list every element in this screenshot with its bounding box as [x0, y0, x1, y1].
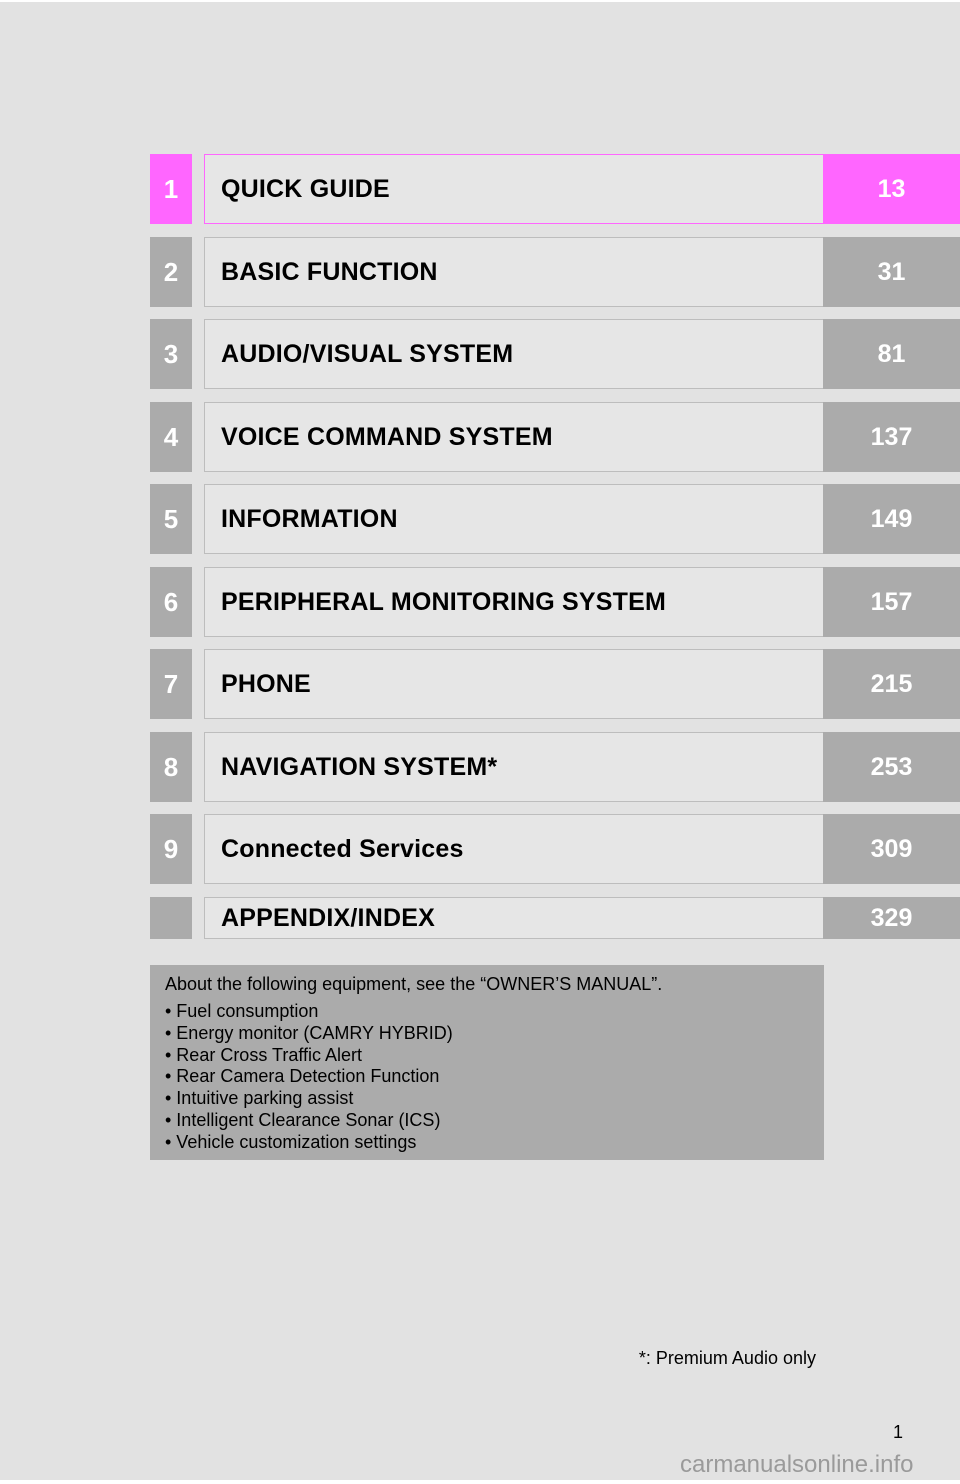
toc-row-audio-visual-system[interactable] — [0, 319, 960, 389]
list-item: • Fuel consumption — [165, 1001, 319, 1021]
page-number: 1 — [893, 1422, 904, 1442]
chapter-title-box — [204, 732, 824, 802]
toc-row-basic-function[interactable] — [0, 237, 960, 307]
chapter-title: NAVIGATION SYSTEM* — [221, 752, 498, 781]
chapter-title-box — [204, 319, 824, 389]
chapter-title: INFORMATION — [221, 504, 398, 533]
chapter-page-number: 329 — [823, 897, 960, 939]
list-item: • Energy monitor (CAMRY HYBRID) — [165, 1022, 453, 1043]
footnote: *: Premium Audio only — [638, 1348, 816, 1368]
chapter-title-box — [204, 402, 824, 472]
chapter-title: PERIPHERAL MONITORING SYSTEM — [221, 587, 667, 616]
chapter-title: APPENDIX/INDEX — [221, 903, 435, 932]
chapter-title: VOICE COMMAND SYSTEM — [221, 422, 553, 451]
chapter-number: 2 — [150, 237, 192, 307]
chapter-title-box — [204, 814, 824, 884]
list-item: • Rear Camera Detection Function — [165, 1066, 440, 1087]
chapter-number: 5 — [150, 484, 192, 554]
chapter-number: 1 — [150, 154, 192, 224]
chapter-title-box — [204, 484, 824, 554]
chapter-number: 9 — [150, 814, 192, 884]
chapter-page-number: 309 — [823, 814, 960, 884]
chapter-number — [150, 897, 192, 939]
chapter-number: 4 — [150, 402, 192, 472]
chapter-page-number: 253 — [823, 732, 960, 802]
note-intro: About the following equipment, see the “OWNER’S MANUAL”. — [165, 974, 663, 994]
toc-row-quick-guide[interactable] — [0, 154, 960, 224]
chapter-page-number: 157 — [823, 567, 960, 637]
chapter-number: 3 — [150, 319, 192, 389]
toc-row-information[interactable] — [0, 484, 960, 554]
chapter-title: AUDIO/VISUAL SYSTEM — [221, 339, 514, 368]
chapter-page-number: 13 — [823, 154, 960, 224]
toc-row-peripheral-monitoring-system[interactable] — [0, 567, 960, 637]
chapter-title-box — [204, 567, 824, 637]
chapter-page-number: 31 — [823, 237, 960, 307]
chapter-number: 8 — [150, 732, 192, 802]
toc-row-navigation-system[interactable] — [0, 732, 960, 802]
chapter-title-box — [204, 237, 824, 307]
note-list — [165, 1001, 453, 1154]
toc-row-phone[interactable] — [0, 649, 960, 719]
chapter-number: 6 — [150, 567, 192, 637]
chapter-title: QUICK GUIDE — [221, 174, 390, 203]
chapter-title: PHONE — [221, 669, 311, 698]
chapter-page-number: 81 — [823, 319, 960, 389]
chapter-title-box — [204, 154, 824, 224]
chapter-page-number: 137 — [823, 402, 960, 472]
list-item: • Rear Cross Traffic Alert — [165, 1044, 363, 1065]
manual-page — [0, 2, 960, 1480]
toc-row-appendix-index[interactable] — [0, 897, 960, 939]
list-item: • Vehicle customization settings — [165, 1131, 417, 1152]
list-item: • Intuitive parking assist — [165, 1088, 354, 1109]
toc-row-voice-command-system[interactable] — [0, 402, 960, 472]
watermark: carmanualsonline.info — [680, 1451, 914, 1478]
chapter-number: 7 — [150, 649, 192, 719]
owners-manual-note — [150, 965, 824, 1160]
list-item: • Intelligent Clearance Sonar (ICS) — [165, 1109, 441, 1130]
chapter-title-box — [204, 649, 824, 719]
chapter-title: Connected Services — [221, 834, 464, 863]
chapter-title-box — [204, 897, 824, 939]
toc-row-connected-services[interactable] — [0, 814, 960, 884]
chapter-title: BASIC FUNCTION — [221, 257, 438, 286]
chapter-page-number: 215 — [823, 649, 960, 719]
chapter-page-number: 149 — [823, 484, 960, 554]
